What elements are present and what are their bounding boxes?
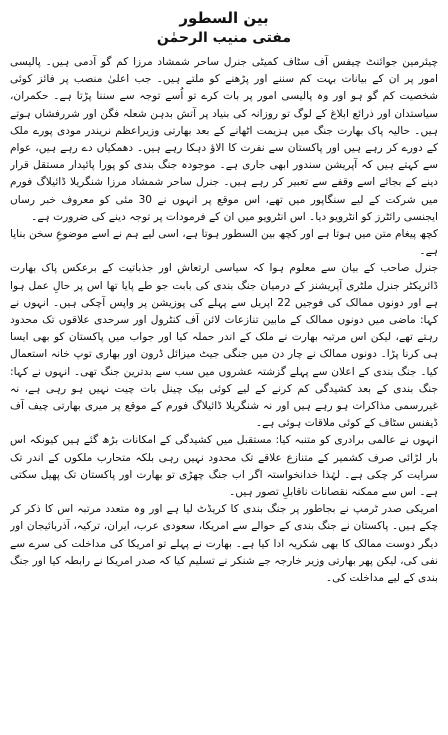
paragraph-1: چیئرمین جوائنٹ چیفس آف سٹاف کمیٹی جنرل ساحر شمشاد مرزا کم گو آدمی ہیں۔ پالیسی امور پر ان کے بیانات بہت کم سننے اور پڑھنے کو ملتے ہیں۔ جب اعلیٰ منصب پر فائز کوئی شخصیت کم گو ہو اور وہ پالیسی امور پر بات کرے تو اُسے توجہ سے سننا پڑتا ہے۔ حکمران، سیاستدان اور ذرائع ابلاغ کے لوگ تو روزانہ کی بنیاد پر آتش بدہن شعلہ فگن اور شررفشاں ہوتے ہیں۔ حالیہ پاک بھارت جنگ میں ہزیمت اٹھانے کے بعد بھارتی وزیراعظم نریندر مودی پورے ملک کے دورے کر رہے ہیں اور پاکستان سے نفرت کا الاؤ دہکا رہے ہیں۔ دھمکیاں دے رہے ہیں، عوام سے کہتے ہیں کہ آپریشن سندور ابھی جاری ہے۔ موجودہ جنگ بندی کو پورا پائیدار مستقل قرار دینے کے بجائے اسے وقفے سے تعبیر کر رہے ہیں۔ جنرل ساحر شمشاد مرزا شنگریلا ڈائیلاگ فورم میں شرکت کے لیے سنگاپور میں تھے، اس موقع پر انہوں نے 30 مئی کو معروف خبر رساں ایجنسی رائٹرز کو انٹرویو دیا۔ اس انٹرویو میں ان کے فرمودات پر توجہ دینے کی ضرورت ہے۔ (10, 56, 438, 223)
author-byline: مفتی منیب الرحمٰن (156, 30, 292, 46)
paragraph-3: جنرل صاحب کے بیان سے معلوم ہوا کہ سیاسی ارتعاش اور جذباتیت کے برعکس پاک بھارت ڈائریکٹر جنرل ملٹری آپریشنز کے درمیان جنگ بندی کی بابت جو طے پایا تھا اس پر حالِ عمل ہوا ہے اور دونوں ممالک کی فوجیں 22 اپریل سے پہلے کی پوزیشن پر واپس آچکی ہیں۔ انہوں نے کہا: ماضی میں دونوں ممالک کے مابین تنازعات لائن آف کنٹرول اور سرحدی علاقوں تک محدود رہتے تھے، لیکن اس مرتبہ بھارت نے ملک کے اندر حملہ کیا اور جواب میں پاکستان کو بھی ایسا ہی کرنا پڑا۔ دونوں ممالک نے چار دن میں جنگی جیٹ میزائل ڈرون اور بھاری توپ خانہ استعمال کیا۔ جنگ بندی کے اعلان سے پہلے گزشتہ عشروں میں سب سے بدترین جنگ تھی۔ انہوں نے کہا: جنگ بندی کے بعد کشیدگی کم کرنے کے لیے کوئی بیک چینل بات چیت نہیں ہو رہی ہے، نہ غیررسمی مذاکرات ہو رہے ہیں اور نہ شنگریلا ڈائیلاگ فورم کے موقع پر میری بھارتی چیف آف ڈیفنس سٹاف کے کوئی ملاقات ہوئی ہے۔ (10, 262, 438, 430)
column-header (10, 8, 438, 48)
column-title: بین السطور (179, 9, 269, 27)
paragraph-4: انہوں نے عالمی برادری کو متنبہ کیا: مستقبل میں کشیدگی کے امکانات بڑھ گئے ہیں کیونکہ اس بار لڑائی صرف کشمیر کے متنازع علاقے تک محدود نہیں رہی بلکہ متحارب ملکوں کے اندر تک سرایت کر چکی ہے۔ لہٰذا خدانخواستہ اگر اب جنگ چھڑی تو بھارت اور پاکستان تک پھیل سکتی ہے۔ اس سے ممکنہ نقصانات ناقابلِ تصور ہیں۔ (10, 434, 438, 499)
paragraph-2: کچھ پیغام متن میں ہوتا ہے اور کچھ بین السطور ہوتا ہے، اسی لیے ہم نے اسے موضوعِ سخن بنایا ہے۔ (10, 228, 438, 258)
article-body (10, 54, 438, 729)
paragraph-5: امریکی صدر ٹرمپ نے بجاطور پر جنگ بندی کا کریڈٹ لیا ہے اور وہ متعدد مرتبہ اس کا ذکر کر چکے ہیں۔ پاکستان نے جنگ بندی کے حوالے سے امریکا، سعودی عرب، ایران، ترکیہ، آذربائیجان اور دیگر دوست ممالک کا بھی شکریہ ادا کیا ہے۔ بھارت نے پہلے تو امریکا کی مداخلت کی سرے سے نفی کی، لیکن پھر بھارتی وزیر خارجہ جے شنکر نے تسلیم کیا کہ صدر امریکا نے رابطہ کیا اور جنگ بندی کے لیے مداخلت کی۔ (10, 503, 438, 585)
